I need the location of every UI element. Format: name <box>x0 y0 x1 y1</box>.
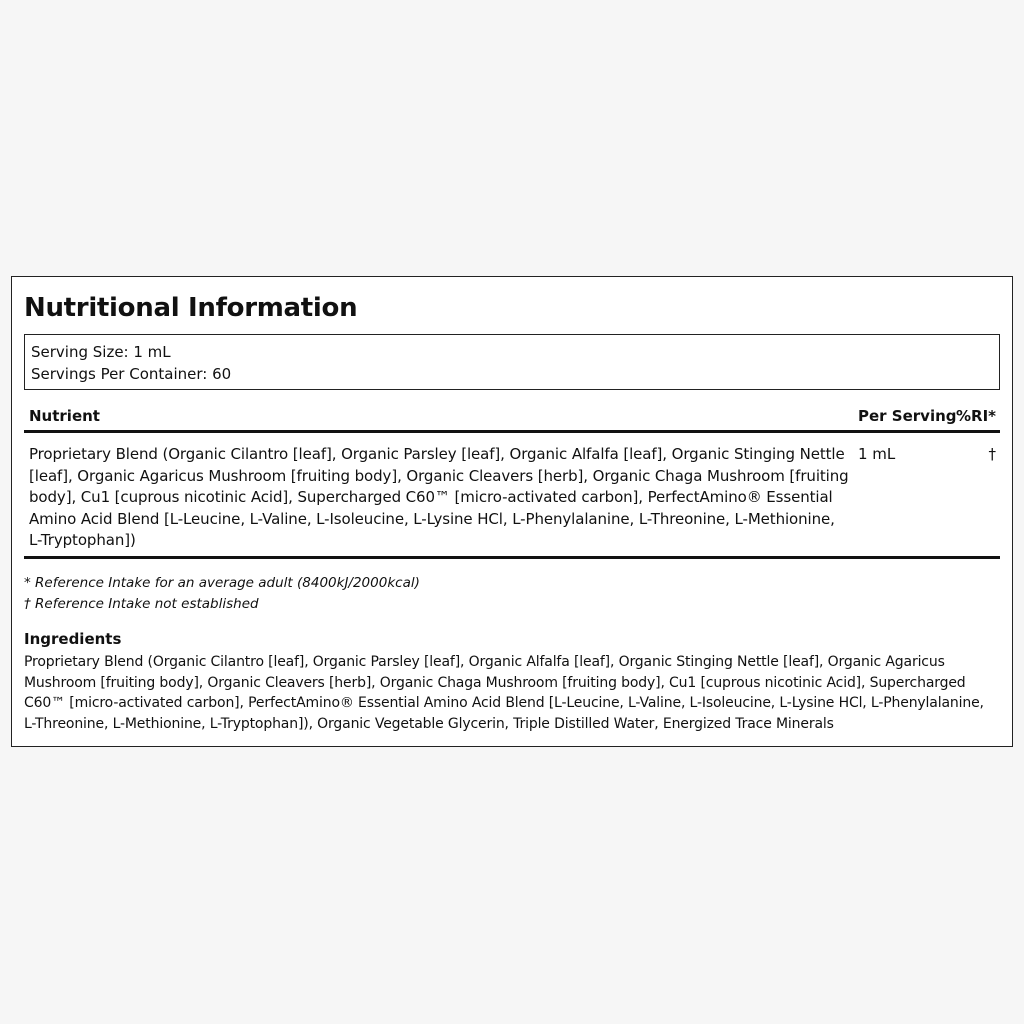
footnotes <box>24 573 1000 615</box>
servings-per-container: Servings Per Container: 60 <box>31 365 232 383</box>
nutrient-ri: † <box>988 445 996 463</box>
ingredients-text: Proprietary Blend (Organic Cilantro [leaf], Organic Parsley [leaf], Organic Alfalfa [leaf], Organic Stinging Nettle [leaf], Organic Agaricus Mushroom [fruiting body], Organic Cleavers [herb], Organic Chaga Mushroom [fruiting body], Cu1 [cuprous nicotinic Acid], Supercharged C60™ [micro-activated carbon], PerfectAmino® Essential Amino Acid Blend [L-Leucine, L-Valine, L-Isoleucine, L-Lysine HCl, L-Phenylalanine, L-Threonine, L-Methionine, L-Tryptophan]), Organic Vegetable Glycerin, Triple Distilled Water, Energized Trace Minerals <box>24 654 984 733</box>
footnote-reference-intake: * Reference Intake for an average adult (8400kJ/2000kcal) <box>24 575 420 591</box>
header-per-serving: Per Serving <box>858 407 957 425</box>
nutrient-amount: 1 mL <box>858 445 896 463</box>
ingredients-title: Ingredients <box>24 630 122 648</box>
nutrition-panel <box>11 276 1013 747</box>
panel-title: Nutritional Information <box>24 293 358 323</box>
header-ri: %RI* <box>955 407 996 425</box>
serving-info-box <box>24 334 1000 390</box>
footnote-not-established: † Reference Intake not established <box>24 596 259 612</box>
nutrient-name: Proprietary Blend (Organic Cilantro [leaf], Organic Parsley [leaf], Organic Alfalfa [leaf], Organic Stinging Nettle [leaf], Organic Agaricus Mushroom [fruiting body], Organic Cleavers [herb], Organic Chaga Mushroom [fruiting body], Cu1 [cuprous nicotinic Acid], Supercharged C60™ [micro-activated carbon], PerfectAmino® Essential Amino Acid Blend [L-Leucine, L-Valine, L-Isoleucine, L-Lysine HCl, L-Phenylalanine, L-Threonine, L-Methionine, L-Tryptophan]) <box>29 445 849 550</box>
table-divider-bottom <box>24 556 1000 559</box>
table-divider-top <box>24 430 1000 433</box>
nutrient-table-header <box>24 404 1000 430</box>
table-row <box>24 444 1000 552</box>
serving-size: Serving Size: 1 mL <box>31 343 171 361</box>
header-nutrient: Nutrient <box>29 407 100 425</box>
